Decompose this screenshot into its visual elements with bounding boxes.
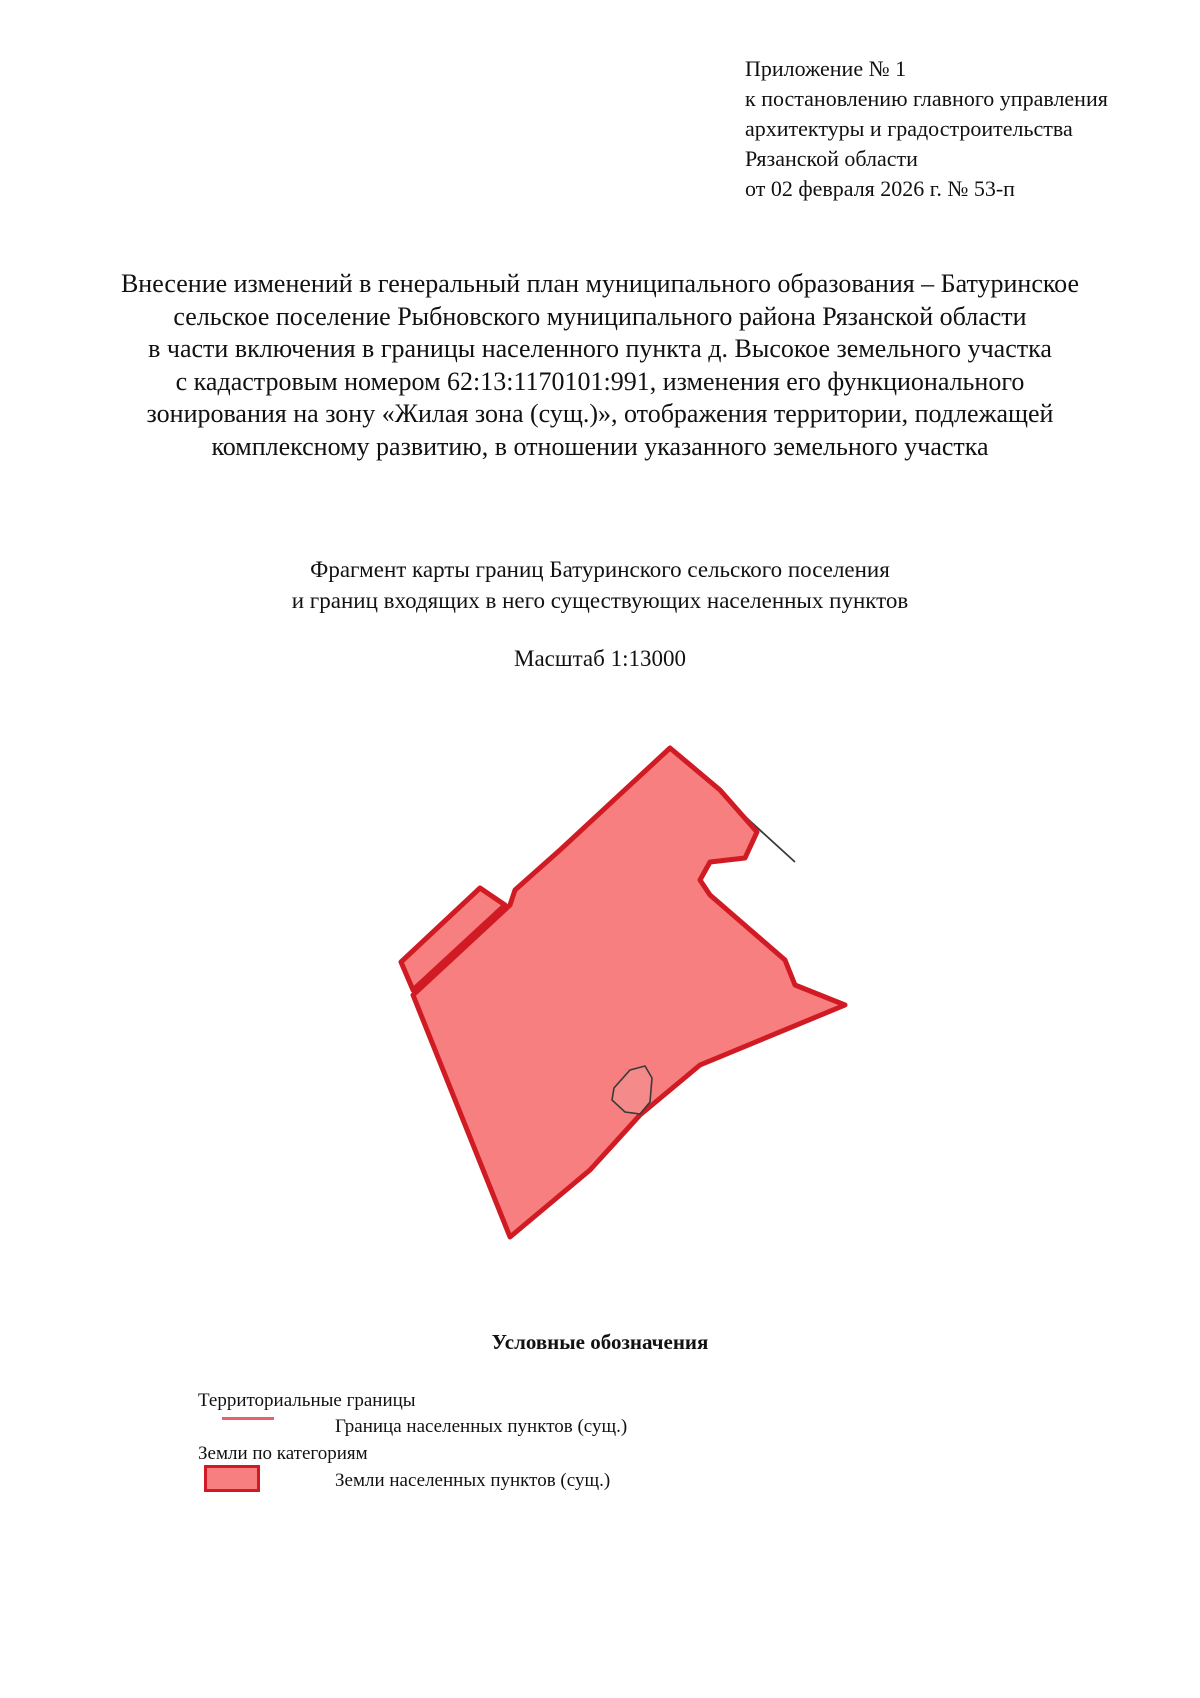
appendix-line: Рязанской области [745,146,918,171]
appendix-line: Приложение № 1 [745,56,907,81]
document-title-line: сельское поселение Рыбновского муниципального района Рязанской области [173,301,1027,331]
appendix-line: от 02 февраля 2026 г. № 53-п [745,176,1015,201]
map-scale: Масштаб 1:13000 [514,646,686,671]
appendix-line: архитектуры и градостроительства [745,116,1073,141]
settlement-parcel [413,748,845,1237]
document-title-line: Внесение изменений в генеральный план муниципального образования – Батуринское [120,269,1080,298]
appendix-line: к постановлению главного управления [745,86,1108,111]
legend-item-label: Граница населенных пунктов (сущ.) [335,1416,628,1437]
map-title-line: и границ входящих в него существующих населенных пунктов [291,588,909,613]
boundary-line-icon [222,1417,274,1420]
legend-group-heading: Территориальные границы [198,1390,416,1411]
document-title-line: в части включения в границы населенного пункта д. Высокое земельного участка [148,334,1052,363]
legend-title: Условные обозначения [491,1330,709,1354]
document-title-line: зонирования на зону «Жилая зона (сущ.)», отображения территории, подлежащей [146,399,1054,428]
legend-group-heading: Земли по категориям [198,1443,368,1464]
map-title-line: Фрагмент карты границ Батуринского сельского поселения [310,557,890,582]
document-title-line: комплексному развитию, в отношении указанного земельного участка [211,431,989,461]
land-swatch-icon [204,1465,260,1492]
document-title-line: с кадастровым номером 62:13:1170101:991, изменения его функционального [175,366,1025,396]
legend-item-label: Земли населенных пунктов (сущ.) [335,1470,611,1491]
